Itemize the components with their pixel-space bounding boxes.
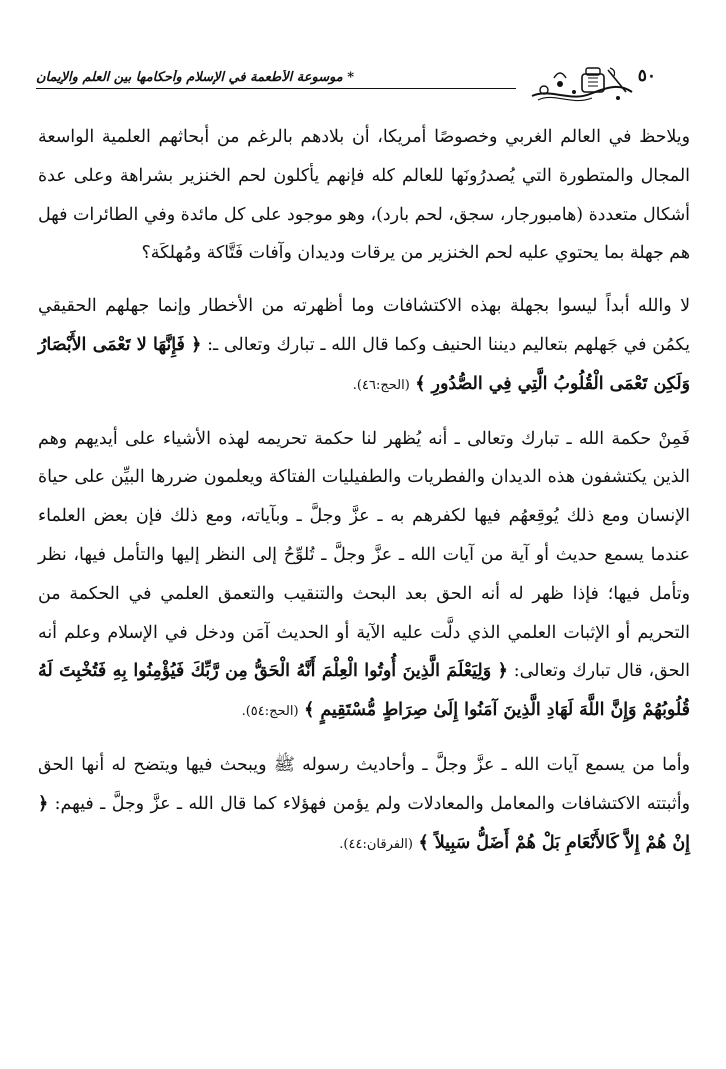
paragraph-2-text: لا والله أبداً ليسوا بجهلة بهذه الاكتشافات وما أظهرته من الأخطار وإنما جهلهم الحقيقي يكمُن في جَهلهم بتعاليم ديننا الحنيف وكما قال الله ـ تبارك وتعالى ـ: <box>38 296 691 355</box>
inkwell-ornament-icon <box>530 62 634 106</box>
page-header <box>36 62 656 106</box>
quran-verse-al-furqan-44: ﴿ إِنْ هُمْ إِلاَّ كَالأَنْعَامِ بَلْ هُمْ أَضَلُّ سَبِيلاً ﴾ <box>38 793 690 853</box>
header-rule <box>36 88 516 89</box>
paragraph-3 <box>38 420 690 732</box>
page-body <box>38 118 690 864</box>
running-title: * موسوعة الأطعمة في الإسلام وأحكامها بين العلم والإيمان <box>36 70 355 85</box>
page-number: ٥٠ <box>637 66 656 86</box>
paragraph-2 <box>38 287 690 405</box>
quran-verse-al-hajj-54: ﴿ وَلِيَعْلَمَ الَّذِينَ أُوتُوا الْعِلْمَ أَنَّهُ الْحَقُّ مِن رَّبِّكَ فَيُؤْمِنُوا بِهِ فَتُخْبِتَ لَهُ قُلُوبُهُمْ وَإِنَّ اللَّهَ لَهَادِ الَّذِينَ آمَنُوا إِلَىٰ صِرَاطٍ مُّسْتَقِيمٍ ﴾ <box>38 661 690 721</box>
paragraph-1: ويلاحظ في العالم الغربي وخصوصًا أمريكا، أن بلادهم بالرغم من أبحاثهم العلمية الواسعة المجال والمتطورة التي يُصدرُونَها للعالم كله فإنهم يأكلون لحم الخنزير بشراهة وعلى عدة أشكال متعددة (هامبورجار، سجق، لحم بارد)، وهو موجود على كل مائدة وفي الطائرات فهل هم جهلة بما يحتوي عليه لحم الخنزير من يرقات وديدان وآفات فَتَّاكة ومُهلكَة؟ <box>38 127 690 264</box>
quran-verse-al-hajj-46: ﴿ فَإِنَّهَا لا تَعْمَى الأَبْصَارُ وَلَكِن تَعْمَى الْقُلُوبُ الَّتِي فِي الصُّدُورِ ﴾ <box>38 334 690 394</box>
paragraph-3-text: فَمِنْ حكمة الله ـ تبارك وتعالى ـ أنه يُظهر لنا حكمة تحريمه لهذه الأشياء على أيديهم وهم الذين يكتشفون هذه الديدان والفطريات والطفيليات الفتاكة ويعلمون ضررها البيِّن على حياة الإنسان ومع ذلك يُوقِعهُم فيها لكفرهم به ـ عزَّ وجلَّ ـ وبآياته، ومع ذلك فإن بعض العلماء عندما يسمع حديث أو آية من آيات الله ـ عزَّ وجلَّ ـ تُلوِّحُ إلى النظر إليها والتأمل فيها، نظر وتأمل فيها؛ فإذا ظهر له أنه الحق بعد البحث والتنقيب والتعمق العلمي في الحكمة من التحريم أو الإثبات العلمي الذي دلَّت عليه الآية أو الحديث آمَن ودخل في الإسلام وعلم أنه الحق، قال تبارك وتعالى: <box>38 428 690 682</box>
verse-reference: (الحج:٥٤). <box>241 704 299 720</box>
verse-reference: (الحج:٤٦). <box>352 377 410 393</box>
verse-reference: (الفرقان:٤٤). <box>339 836 413 852</box>
paragraph-4 <box>38 746 690 864</box>
paragraph-4-text: وأما من يسمع آيات الله ـ عزَّ وجلَّ ـ وأحاديث رسوله ﷺ ويبحث فيها ويتضح له أنها الحق وأثبتته الاكتشافات والمعامل والمعادلات ولم يؤمن فهؤلاء كما قال الله ـ عزَّ وجلَّ ـ فيهم: <box>38 754 690 814</box>
